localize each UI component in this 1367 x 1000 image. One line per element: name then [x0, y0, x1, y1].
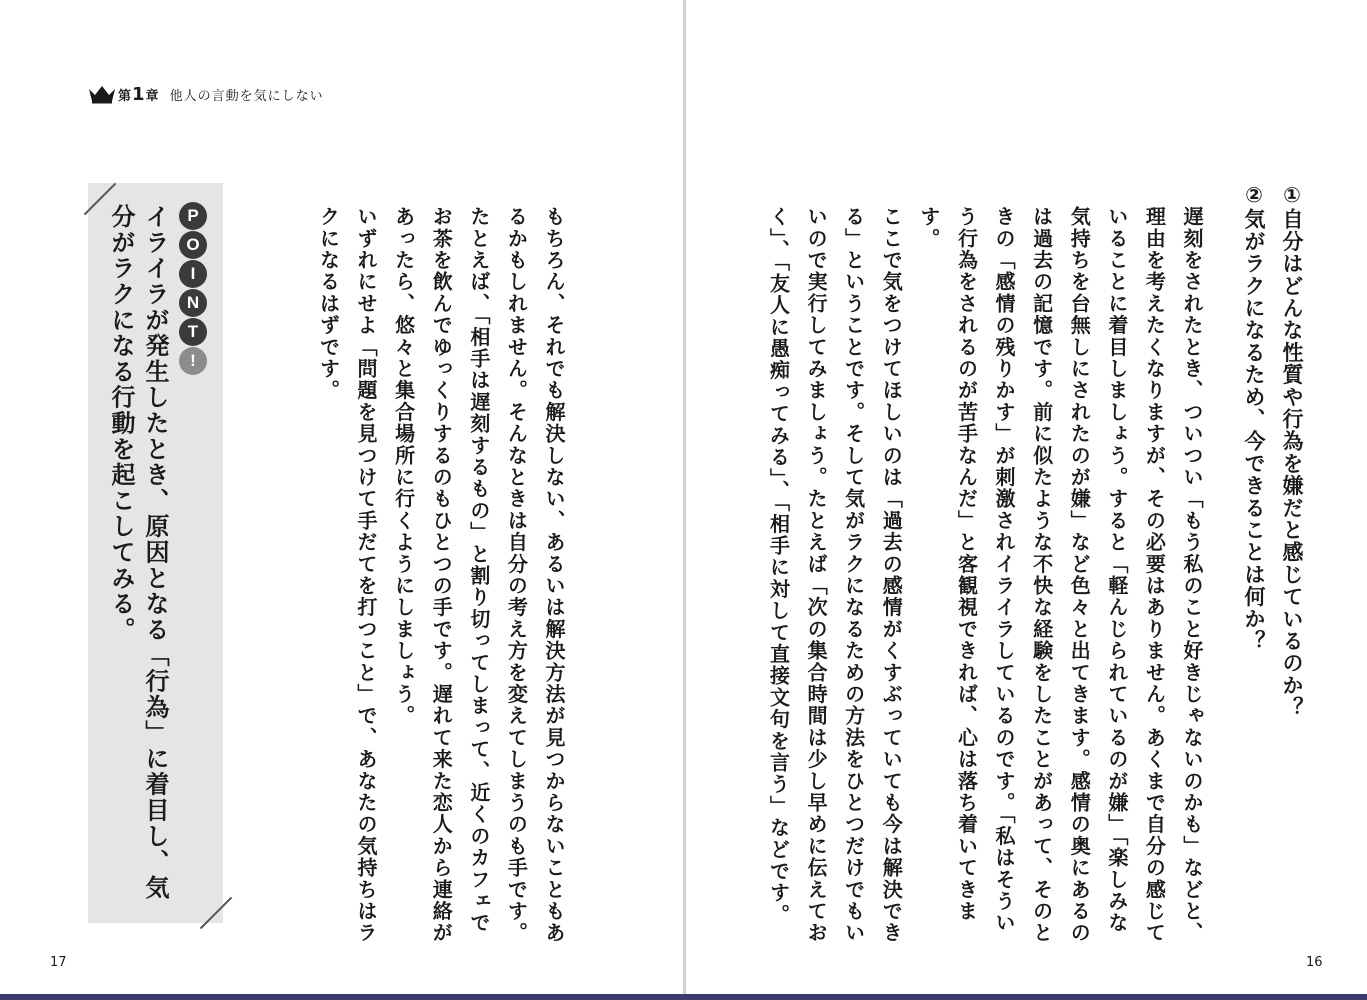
left-body-text: もちろん、それでも解決しない、あるいは解決方法が見つからないこともあるかもしれません。そんなときは自分の考え方を変えてしまうのも手です。 たとえば、「相手は遅刻するもの」と割り切ってしまって、近くのカフェでお茶を飲んでゆっくりするのもひとつの手です。遅れて来た恋人から連絡があったら、悠々と集合場所に行くようにしましょう。 いずれにせよ「問題を見つけて手だてを打つこと」で、あなたの気持ちはラクになるはずです。: [316, 206, 566, 944]
point-badge-column: [176, 202, 210, 376]
question-2: ②気がラクになるため、今できることは何か？: [1242, 183, 1266, 653]
bottom-bar: [0, 994, 1367, 1000]
point-badge-exclamation: !: [179, 347, 207, 375]
question-1: ①自分はどんな性質や行為を嫌だと感じているのか？: [1280, 183, 1304, 719]
point-badge-o: O: [179, 231, 207, 259]
chapter-label: 第1章: [118, 83, 160, 105]
page-number-left: 17: [50, 955, 67, 970]
chapter-header: [88, 82, 324, 106]
point-badge-i: I: [179, 260, 207, 288]
crown-icon: [88, 84, 116, 104]
point-badge-n: N: [179, 289, 207, 317]
left-page: [0, 0, 683, 1000]
right-page: [686, 0, 1367, 1000]
questions-block: [1235, 183, 1311, 943]
point-badge-p: P: [179, 202, 207, 230]
point-text: イライラが発生したとき、原因となる「行為」に着目し、気分がラクになる行動を起こしてみる。: [107, 204, 169, 901]
page-number-right: 16: [1306, 955, 1323, 970]
chapter-title: 他人の言動を気にしない: [169, 88, 324, 104]
right-body-text: 遅刻をされたとき、ついつい「もう私のこと好きじゃないのかも」などと、理由を考えたくなりますが、その必要はありません。あくまで自分の感じていることに着目しましょう。すると「軽んじられているのが嫌」「楽しみな気持ちを台無しにされたのが嫌」など色々と出てきます。感情の奥にあるのは過去の記憶です。前に似たような不快な経験をしたことがあって、そのときの「感情の残りかす」が刺激されイライラしているのです。「私はそういう行為をされるのが苦手なんだ」と客観視できれば、心は落ち着いてきます。 ここで気をつけてほしいのは「過去の感情がくすぶっていても今は解決できる」ということです。そして気がラクになるための方法をひとつだけでもいいので実行してみましょう。たとえば「次の集合時間は少し早めに伝えておく」、「友人に愚痴ってみる」、「相手に対して直接文句を言う」などです。: [766, 206, 1204, 944]
point-badge-t: T: [179, 318, 207, 346]
